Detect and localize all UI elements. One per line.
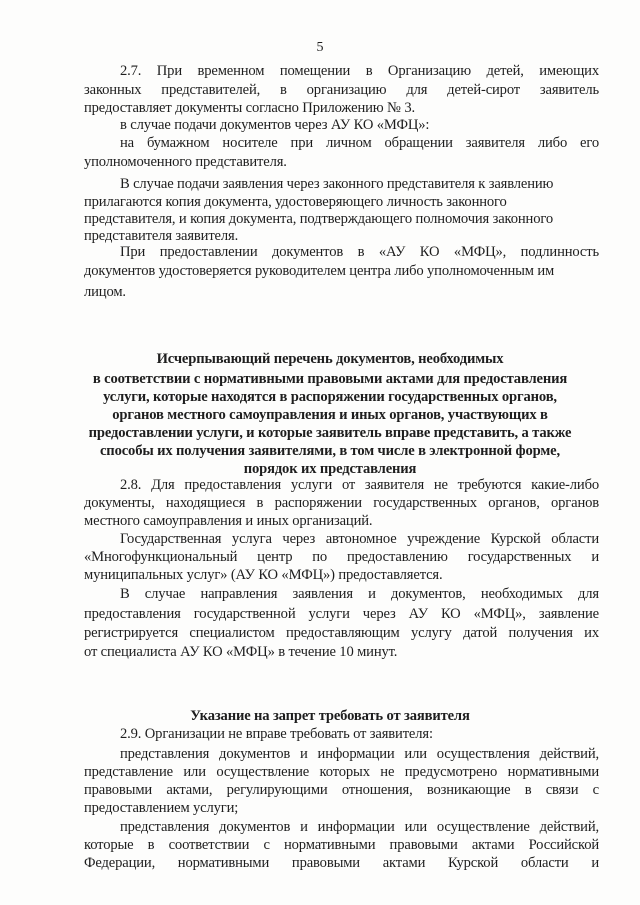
paragraph-line: представления документов и информации или осуществление действий,	[120, 819, 599, 835]
paragraph-line: которые в соответствии с нормативными правовыми актами Российской	[84, 837, 599, 853]
section-heading-line: в соответствии с нормативными правовыми актами для предоставления	[92, 371, 568, 387]
paragraph-line: В случае направления заявления и документов, необходимых для	[120, 586, 599, 602]
paragraph-line: Федерации, нормативными правовыми актами Курской области и	[84, 855, 599, 871]
paragraph-line: на бумажном носителе при личном обращении заявителя либо его	[120, 135, 599, 151]
section-heading-line: способы их получения заявителями, в том числе в электронной форме,	[99, 443, 560, 459]
paragraph-line: прилагаются копия документа, удостоверяющего личность законного	[84, 194, 507, 210]
paragraph-line: предоставления государственной услуги через АУ КО «МФЦ», заявление	[84, 606, 599, 622]
paragraph-line: в случае подачи документов через АУ КО «МФЦ»:	[120, 117, 430, 133]
paragraph-line: от специалиста АУ КО «МФЦ» в течение 10 минут.	[84, 644, 398, 660]
paragraph-line: 2.7. При временном помещении в Организацию детей, имеющих	[120, 63, 599, 79]
section-heading-line: Исчерпывающий перечень документов, необходимых	[156, 351, 504, 367]
section-heading-line: предоставлении услуги, и которые заявитель вправе представить, а также	[88, 425, 572, 441]
paragraph-line: предоставлением услуги;	[84, 800, 239, 816]
paragraph-line: законных представителей, в организацию для детей-сирот заявитель	[84, 82, 599, 98]
paragraph-line: регистрируется специалистом предоставляющим услугу датой получения их	[84, 625, 599, 641]
paragraph-line: 2.9. Организации не вправе требовать от заявителя:	[120, 726, 433, 742]
page-number: 5	[316, 40, 324, 55]
paragraph-line: местного самоуправления и иных организаций.	[84, 513, 373, 529]
paragraph-line: документов удостоверяется руководителем центра либо уполномоченным им	[84, 263, 555, 279]
paragraph-line: уполномоченного представителя.	[84, 154, 287, 170]
paragraph-line: Государственная услуга через автономное учреждение Курской области	[120, 531, 599, 547]
section-heading-line: услуги, которые находятся в распоряжении государственных органов,	[103, 389, 557, 405]
paragraph-line: В случае подачи заявления через законного представителя к заявлению	[120, 176, 554, 192]
paragraph-line: «Многофункциональный центр по предоставлению государственных и	[84, 549, 599, 565]
section-heading-line: порядок их представления	[243, 461, 417, 477]
paragraph-line: представителя, и копия документа, подтверждающего полномочия законного	[84, 211, 553, 227]
section-heading-line: органов местного самоуправления и иных органов, участвующих в	[112, 407, 548, 423]
paragraph-line: документы, находящиеся в распоряжении государственных органов, органов	[84, 495, 599, 511]
section-heading-line: Указание на запрет требовать от заявителя	[190, 708, 470, 724]
paragraph-line: При предоставлении документов в «АУ КО «МФЦ», подлинность	[120, 244, 599, 260]
paragraph-line: представителя заявителя.	[84, 228, 239, 244]
paragraph-line: муниципальных услуг» (АУ КО «МФЦ») предоставляется.	[84, 567, 443, 583]
paragraph-line: лицом.	[84, 284, 126, 300]
paragraph-line: представления документов и информации или осуществления действий,	[120, 746, 599, 762]
paragraph-line: представление или осуществление которых не предусмотрено нормативными	[84, 764, 599, 780]
paragraph-line: 2.8. Для предоставления услуги от заявителя не требуются какие-либо	[120, 477, 599, 493]
paragraph-line: правовыми актами, регулирующими отношения, возникающие в связи с	[84, 782, 599, 798]
paragraph-line: предоставляет документы согласно Приложению № 3.	[84, 100, 415, 116]
